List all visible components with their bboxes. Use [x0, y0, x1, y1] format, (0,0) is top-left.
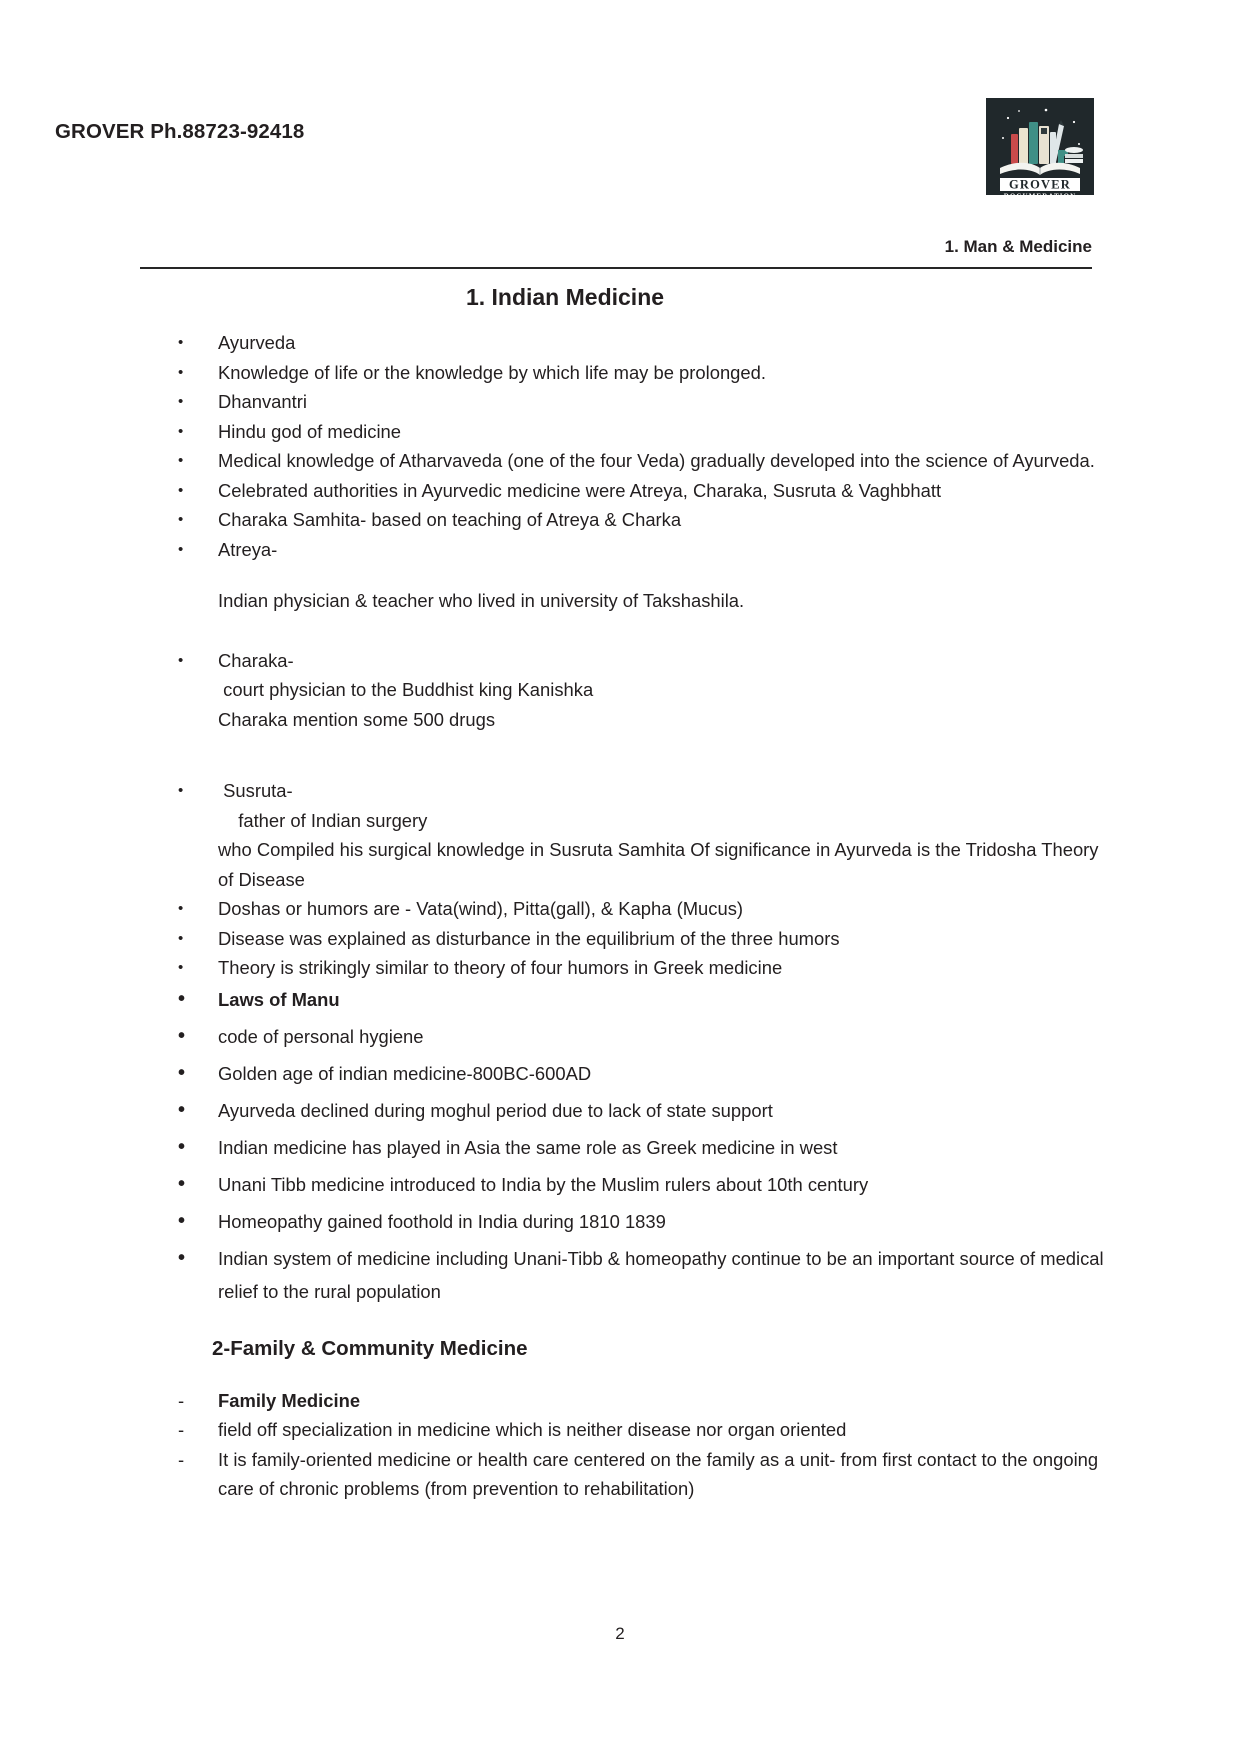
spacer	[0, 564, 1240, 586]
list-item	[0, 1131, 1240, 1164]
list-item	[0, 1168, 1240, 1201]
page-number: 2	[615, 1624, 625, 1643]
list-item	[0, 1445, 1240, 1504]
bullet-icon: •	[178, 511, 184, 528]
running-head: 1. Man & Medicine	[944, 237, 1092, 256]
bullet-icon: •	[178, 540, 184, 558]
list-item-label: Medical knowledge of Atharvaveda (one of the four Veda) gradually developed into the science of Ayurveda.	[218, 450, 1095, 471]
list-item	[0, 328, 1240, 358]
list-item-label: Theory is strikingly similar to theory of four humors in Greek medicine	[218, 957, 783, 978]
list-item	[0, 387, 1240, 417]
bullet-icon: •	[178, 363, 184, 381]
bullet-icon: •	[178, 1209, 186, 1232]
bullet-icon: •	[178, 929, 184, 947]
list-item-label: Family Medicine	[218, 1389, 361, 1411]
list-item	[0, 446, 1240, 476]
dash-icon: -	[178, 1419, 185, 1440]
list-item	[0, 924, 1240, 954]
dash-icon: -	[178, 1389, 185, 1411]
list-item-label: Knowledge of life or the knowledge by which life may be prolonged.	[218, 361, 766, 383]
list-item	[0, 1242, 1240, 1308]
spacer	[0, 764, 1240, 776]
bullet-icon: •	[178, 1172, 186, 1195]
svg-text:DOCUMERATION: DOCUMERATION	[1003, 192, 1077, 201]
bullet-list-intro	[0, 328, 1240, 983]
atreya-lead-label: Atreya-	[218, 538, 278, 560]
list-item-label: field off specialization in medicine which is neither disease nor organ oriented	[218, 1419, 847, 1440]
list-item-label: Indian system of medicine including Unani-Tibb & homeopathy continue to be an important source of medical relief to the rural population	[218, 1247, 1109, 1302]
list-item	[0, 417, 1240, 447]
bullet-icon: •	[178, 452, 184, 469]
susruta-detail-text-2: who Compiled his surgical knowledge in Susruta Samhita Of significance in Ayurveda is the Tridosha Theory of Disease	[218, 839, 1104, 890]
list-item-label: Doshas or humors are - Vata(wind), Pitta(gall), & Kapha (Mucus)	[218, 898, 744, 919]
bullet-icon: •	[178, 987, 186, 1010]
laws-of-manu-label: Laws of Manu	[218, 988, 340, 1010]
bullet-icon: •	[178, 1246, 186, 1269]
list-item	[0, 1057, 1240, 1090]
list-item	[0, 1386, 1240, 1416]
list-item	[0, 505, 1240, 535]
susruta-detail-text-1: father of Indian surgery	[228, 809, 428, 831]
list-item-label: Ayurveda declined during moghul period due to lack of state support	[218, 1099, 773, 1121]
list-item	[0, 953, 1240, 983]
list-item-label: Unani Tibb medicine introduced to India by the Muslim rulers about 10th century	[218, 1173, 869, 1195]
bullet-icon: •	[178, 900, 184, 917]
list-item-label: Homeopathy gained foothold in India during 1810 1839	[218, 1210, 666, 1232]
charaka-detail-text-1: court physician to the Buddhist king Kanishka	[218, 679, 594, 700]
list-item-label: code of personal hygiene	[218, 1025, 424, 1047]
spacer	[0, 1312, 1240, 1334]
bullet-icon: •	[178, 1061, 186, 1084]
list-item-label: Celebrated authorities in Ayurvedic medicine were Atreya, Charaka, Susruta & Vaghbhatt	[218, 479, 942, 501]
bullet-icon: •	[178, 422, 184, 440]
bullet-icon: •	[178, 1024, 186, 1047]
page-title: 1. Indian Medicine	[465, 284, 665, 310]
spacer	[0, 1364, 1240, 1386]
list-item	[0, 1094, 1240, 1127]
svg-text:GROVER: GROVER	[1008, 177, 1072, 192]
bullet-icon: •	[178, 334, 184, 351]
susruta-lead-label: Susruta-	[218, 780, 293, 801]
list-item	[0, 1020, 1240, 1053]
atreya-detail-text: Indian physician & teacher who lived in university of Takshashila.	[218, 590, 745, 611]
dash-list-family-medicine	[0, 1386, 1240, 1504]
grover-logo-artwork	[986, 98, 1094, 201]
list-item-label: Dhanvantri	[218, 391, 307, 412]
list-item	[0, 1205, 1240, 1238]
bullet-icon: •	[178, 481, 184, 499]
list-item	[0, 358, 1240, 388]
document-body	[0, 328, 1240, 1504]
list-item	[0, 476, 1240, 506]
list-item	[0, 1415, 1240, 1445]
charaka-lead-label: Charaka-	[218, 649, 294, 671]
spacer	[0, 616, 1240, 646]
list-item-label: Charaka Samhita- based on teaching of Atreya & Charka	[218, 509, 682, 530]
spacer	[0, 734, 1240, 764]
document-header	[0, 98, 1240, 201]
list-item-label: It is family-oriented medicine or health care centered on the family as a unit- from first contact to the ongoing care of chronic problems (from prevention to rehabilitation)	[218, 1448, 1104, 1499]
dash-icon: -	[178, 1448, 185, 1470]
bullet-icon: •	[178, 393, 184, 410]
grover-logo	[986, 98, 1094, 201]
list-item	[0, 894, 1240, 924]
header-rule	[140, 267, 1092, 269]
section-heading-family-community: 2-Family & Community Medicine	[212, 1336, 528, 1360]
bullet-icon: •	[178, 651, 184, 669]
bullet-icon: •	[178, 959, 184, 976]
charaka-detail-text-2: Charaka mention some 500 drugs	[218, 708, 496, 730]
bullet-icon: •	[178, 1135, 186, 1158]
list-item-charaka	[0, 646, 1240, 676]
list-item-label: Indian medicine has played in Asia the same role as Greek medicine in west	[218, 1136, 838, 1158]
bullet-list-secondary	[0, 983, 1240, 1308]
list-item-label: Hindu god of medicine	[218, 420, 401, 442]
list-item-label: Ayurveda	[218, 332, 296, 353]
bullet-icon: •	[178, 782, 184, 799]
list-item-label: Golden age of indian medicine-800BC-600AD	[218, 1062, 592, 1084]
bullet-icon: •	[178, 1098, 186, 1121]
list-item-laws-of-manu	[0, 983, 1240, 1016]
list-item-label: Disease was explained as disturbance in the equilibrium of the three humors	[218, 927, 840, 949]
company-contact-line: GROVER Ph.88723-92418	[55, 120, 305, 143]
list-item-susruta	[0, 776, 1240, 806]
list-item-atreya	[0, 535, 1240, 565]
